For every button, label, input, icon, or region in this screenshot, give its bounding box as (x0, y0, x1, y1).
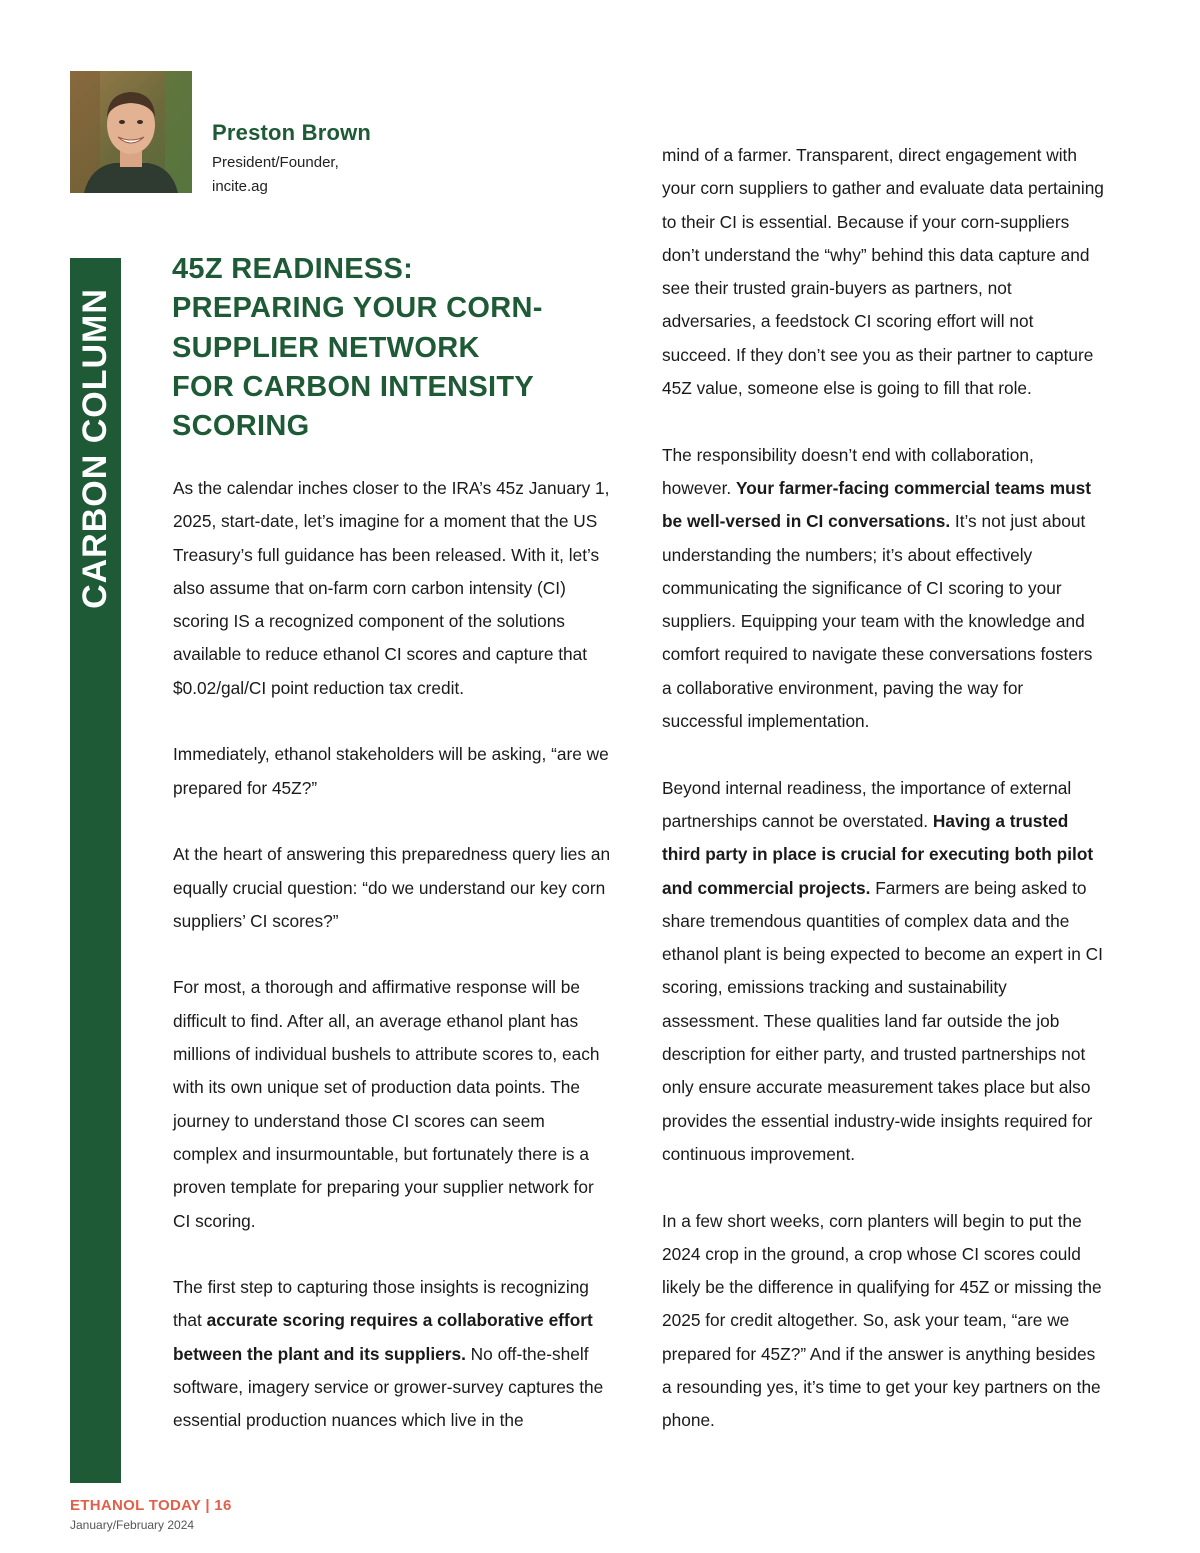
paragraph-emphasis: accurate scoring requires a collaborative effort between the plant and its suppliers. (173, 1310, 593, 1364)
paragraph-emphasis: Your farmer-facing commercial teams must be well-versed in CI conversations. (662, 477, 1091, 532)
paragraph-text: The first step to capturing those insights is recognizing that (173, 1277, 589, 1331)
paragraph: Immediately, ethanol stakeholders will be asking, “are we prepared for 45Z?” (173, 744, 609, 798)
footer-publication: ETHANOL TODAY | 16 (70, 1497, 232, 1514)
article-headline (172, 250, 592, 446)
paragraph-text: Beyond internal readiness, the importance of external partnerships cannot be overstated. (662, 777, 1072, 831)
section-label: CARBON COLUMN (76, 287, 115, 609)
paragraph-text: Farmers are being asked to share tremendous quantities of complex data and the ethanol plant is being expected to become an expert in CI scoring, emissions tracking and sustainability assessment. These qualities land far outside the job description for either party, and trusted partnerships not only ensure accurate measurement takes place but also provides the essential industry-wide insights required for continuous improvement. (662, 877, 1103, 1164)
paragraph-emphasis: Having a trusted third party in place is crucial for executing both pilot and commercial projects. (662, 810, 1094, 898)
headline-line-4: FOR CARBON INTENSITY (172, 370, 535, 403)
author-photo (70, 71, 192, 193)
section-label-wrapper (70, 258, 121, 638)
paragraph: At the heart of answering this preparedness query lies an equally crucial question: “do we understand our key corn suppliers’ CI scores?” (173, 844, 611, 931)
paragraph: For most, a thorough and affirmative response will be difficult to find. After all, an average ethanol plant has millions of individual bushels to attribute scores to, each with its own unique set of production data points. The journey to understand those CI scores can seem complex and insurmountable, but fortunately there is a proven template for preparing your supplier network for CI scoring. (173, 977, 600, 1231)
paragraph-text: No off-the-shelf software, imagery service or grower-survey captures the essential production nuances which live in the (173, 1343, 604, 1431)
author-company: incite.ag (212, 178, 268, 195)
author-name: Preston Brown (212, 120, 372, 145)
paragraph-text: The responsibility doesn’t end with collaboration, however. (662, 444, 1034, 498)
paragraph: In a few short weeks, corn planters will begin to put the 2024 crop in the ground, a crop whose CI scores could likely be the difference in qualifying for 45Z or missing the 2025 for credit altogether. So, ask your team, “are we prepared for 45Z?” And if the answer is anything besides a resounding yes, it’s time to get your key partners on the phone. (662, 1210, 1102, 1431)
author-role (212, 151, 339, 199)
author-title: President/Founder, (212, 154, 339, 171)
headline-line-2: PREPARING YOUR CORN- (172, 292, 543, 325)
paragraph: mind of a farmer. Transparent, direct engagement with your corn suppliers to gather and evaluate data pertaining to their CI is essential. Because if your corn-suppliers don’t understand the “why” behind this data capture and see their trusted grain-buyers as partners, not adversaries, a feedstock CI scoring effort will not succeed. If they don’t see you as their partner to capture 45Z value, someone else is going to fill that role. (662, 145, 1104, 399)
headline-line-5: SCORING (172, 410, 310, 443)
article-column-right (662, 139, 1104, 1471)
headline-line-3: SUPPLIER NETWORK (172, 331, 480, 364)
paragraph (173, 1271, 613, 1437)
headline-line-1: 45Z READINESS: (172, 253, 414, 285)
paragraph: As the calendar inches closer to the IRA’s 45z January 1, 2025, start-date, let’s imagine for a moment that the US Treasury’s full guidance has been released. With it, let’s also assume that on-farm corn carbon intensity (CI) scoring IS a recognized component of the solutions available to reduce ethanol CI scores and capture that $0.02/gal/CI point reduction tax credit. (173, 478, 610, 698)
paragraph (662, 772, 1104, 1172)
paragraph-text: It’s not just about understanding the numbers; it’s about effectively communicating the significance of CI scoring to your suppliers. Equipping your team with the knowledge and comfort required to navigate these conversations fosters a collaborative environment, paving the way for successful implementation. (662, 511, 1093, 732)
paragraph (662, 439, 1104, 739)
footer-date: January/February 2024 (70, 1518, 195, 1532)
article-column-left (173, 472, 613, 1471)
